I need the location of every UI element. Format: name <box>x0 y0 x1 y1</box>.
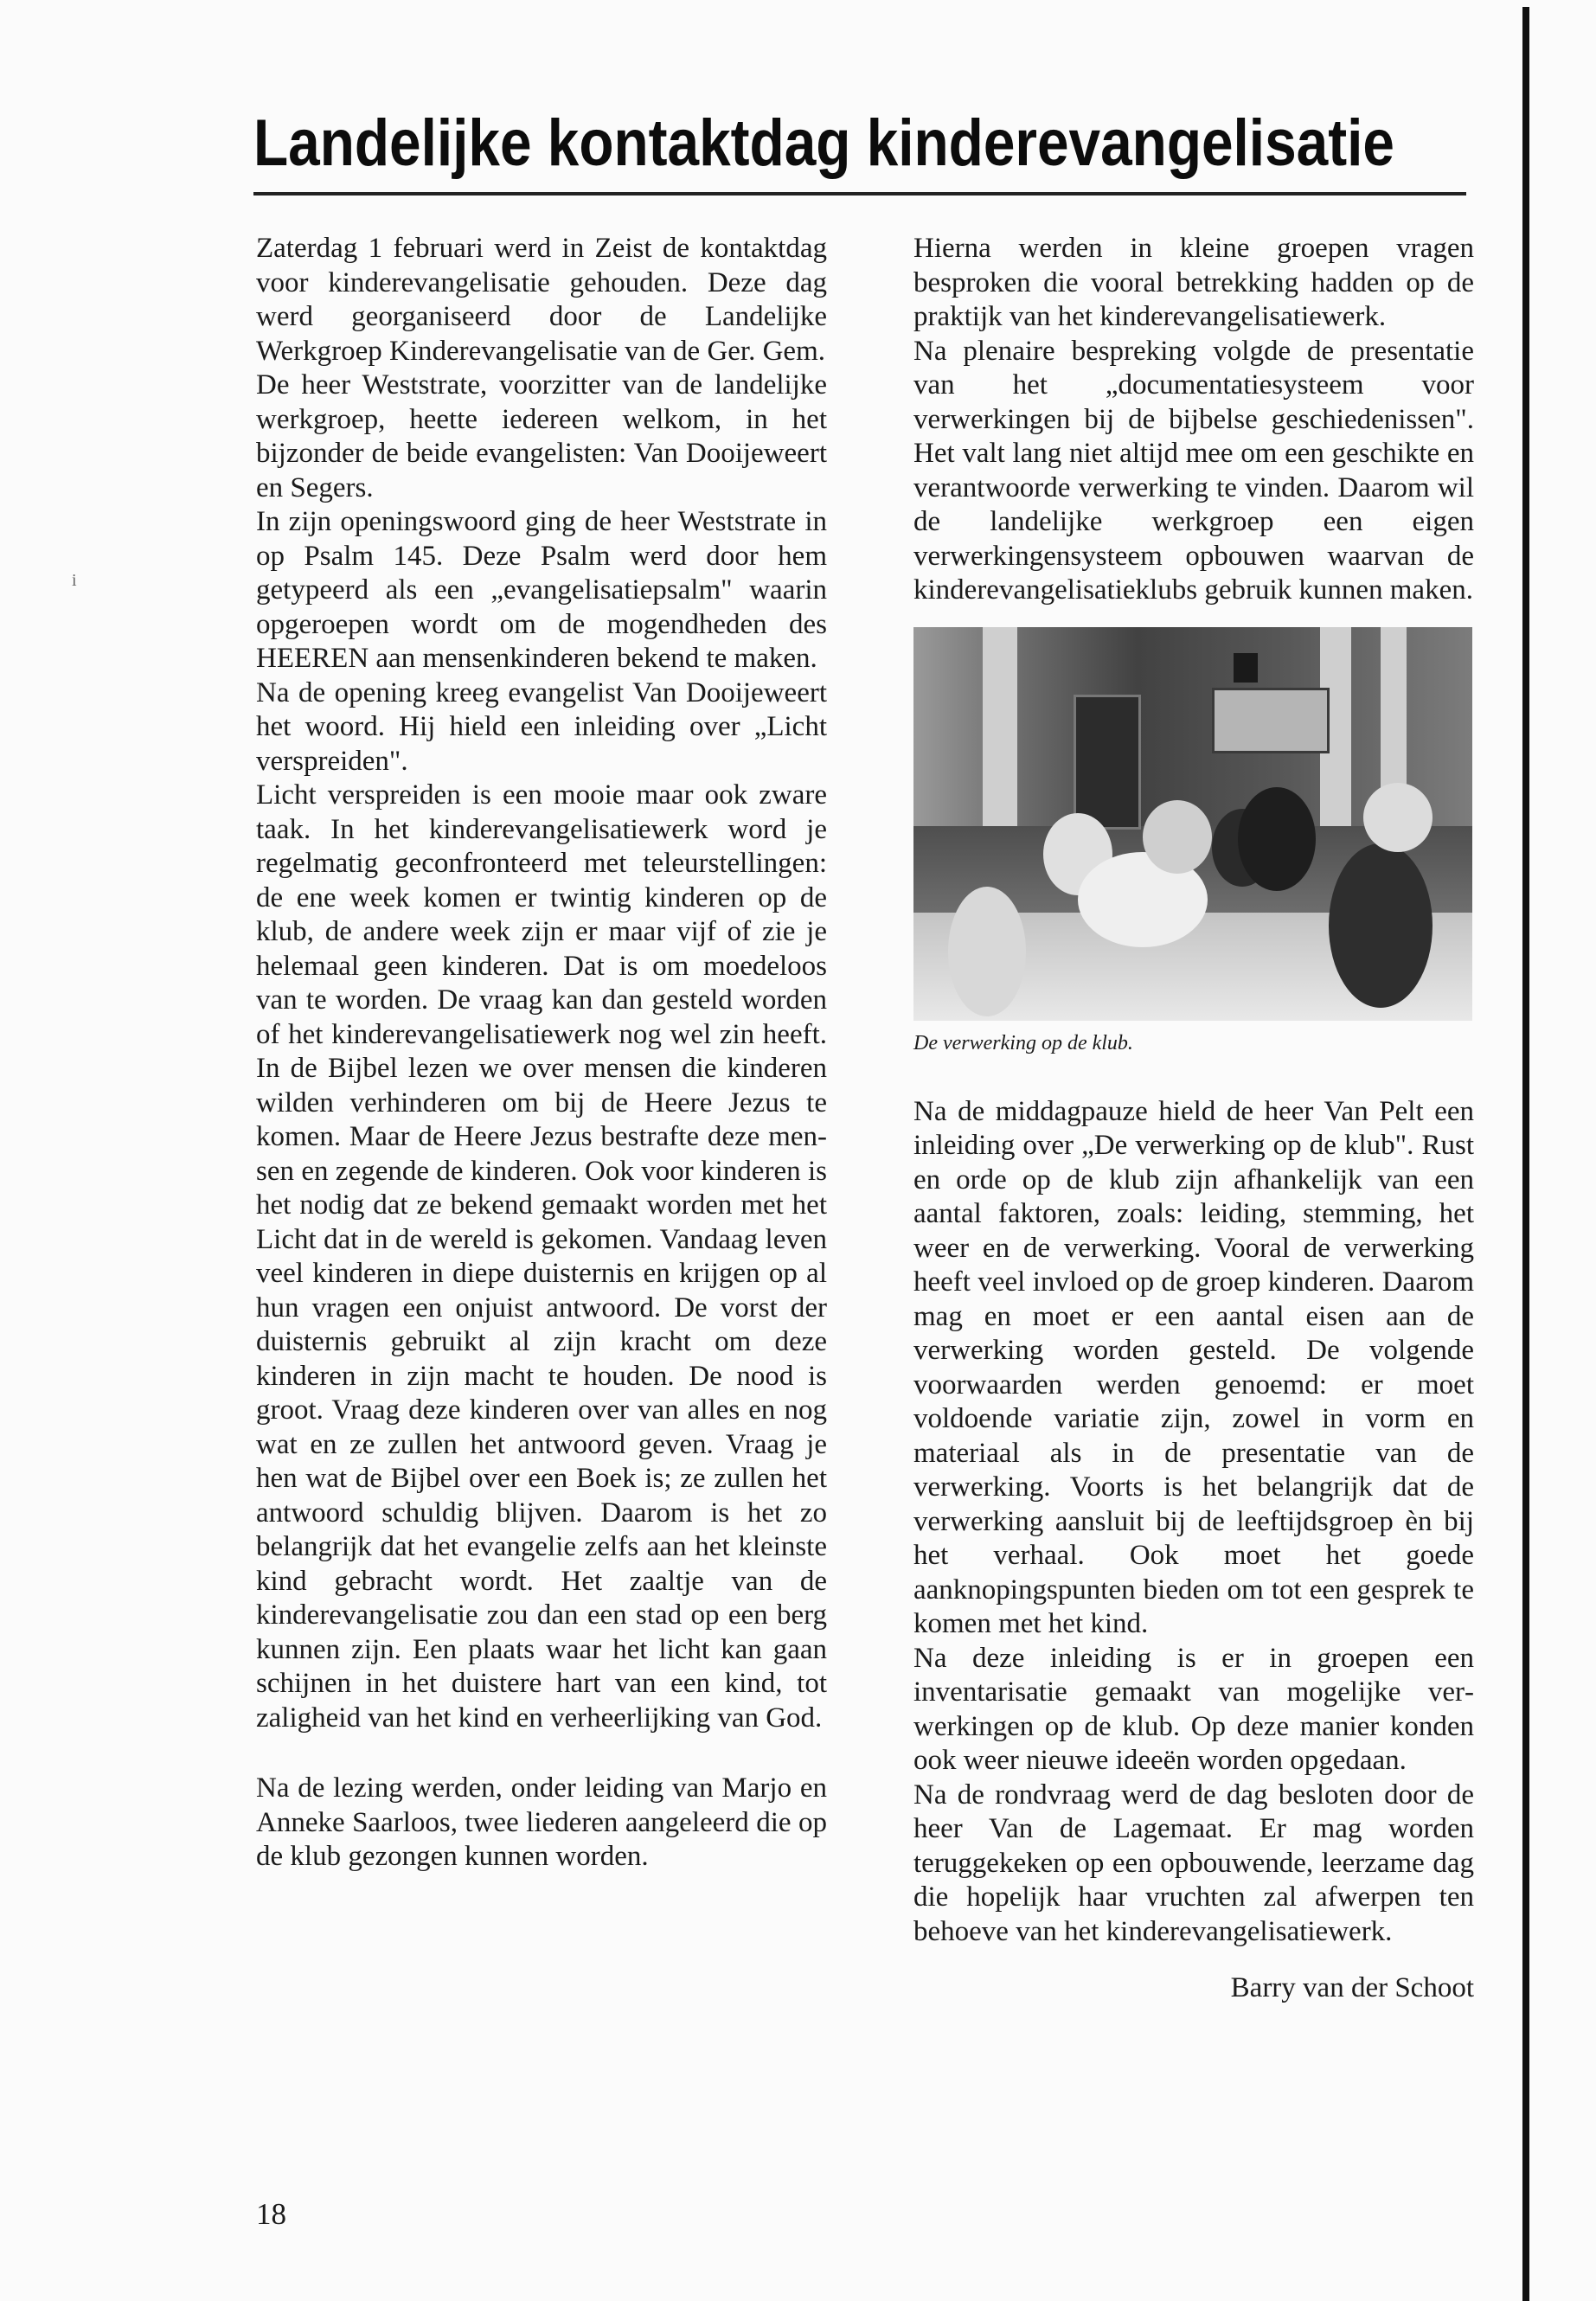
photo-door <box>1074 695 1141 830</box>
paragraph: Na de opening kreeg evangelist Van Dooijeweert het woord. Hij hield een inleiding over „Licht verspreiden". <box>256 676 827 777</box>
photo-child <box>1238 787 1316 891</box>
photo-child <box>948 887 1026 1016</box>
photo-child <box>1363 783 1433 852</box>
paragraph: Na de lezing werden, onder leiding van Marjo en Anneke Saarloos, twee liederen aangeleerd die op de klub gezongen kunnen worden. <box>256 1772 827 1872</box>
paragraph: Hierna werden in kleine groepen vragen besproken die vooral betrekking hadden op de praktijk van het kinderevangelisatiewerk. <box>913 233 1474 332</box>
paragraph: Licht verspreiden is een mooie maar ook zware taak. In het kinderevangelisatiewerk word je regelmatig geconfronteerd met teleurstellingen: de ene week komen er twintig kinderen op de klub, de andere week zijn er maar vijf of zie je helemaal geen kinderen. Dat is om moedeloos van te worden. De vraag kan dan gesteld worden of het kinderevangelisatiewerk nog wel zin heeft. In de Bijbel lezen we over mensen die kinderen wilden verhinderen om bij de Heere Jezus te komen. Maar de Heere Jezus bestrafte deze mensen en zegende de kinderen. Ook voor kinderen is het nodig dat ze bekend gemaakt worden met het Licht dat in de wereld is gekomen. Vandaag leven veel kinderen in diepe duisternis en krijgen op al hun vragen een onjuist antwoord. De vorst der duisternis gebruikt al zijn kracht om deze kinderen in zijn macht te houden. De nood is groot. Vraag deze kinderen over van alles en nog wat en ze zullen het antwoord geven. Vraag je hen wat de Bijbel over een Boek is; ze zullen het antwoord schuldig blijven. Daarom is het zo belangrijk dat het evangelie zelfs aan het kleinste kind gebracht wordt. Het zaaltje van de kinderevangelisatie zou dan een stad op een berg kunnen zijn. Een plaats waar het licht kan gaan schijnen in het duistere hart van een kind, tot zaligheid van het kind en verheerlijking van God. <box>256 779 827 1734</box>
photo-window <box>983 627 1017 826</box>
paragraph: Zaterdag 1 februari werd in Zeist de kontaktdag voor kinderevangelisatie gehouden. Deze dag werd georganiseerd door de Landelijke Werkgroep Kinderevangelisatie van de Ger. Gem. <box>256 233 827 367</box>
page-edge-bar <box>1522 7 1529 2301</box>
classroom-photo <box>913 627 1472 1021</box>
photo-speaker <box>1234 653 1258 683</box>
paragraph: Na plenaire bespreking volgde de presentatie van het „documentatiesysteem voor verwerkingen bij de bijbelse geschiedenissen". Het valt lang niet altijd mee om een geschikte en verantwoorde verwerking te vinden. Daarom wil de landelijke werkgroep een eigen verwerkingensysteem opbouwen waarvan de kinderevangelisatieklubs gebruik kunnen maken. <box>913 335 1474 606</box>
title-rule <box>253 192 1466 195</box>
right-column <box>913 232 1474 2006</box>
author-signature: Barry van der Schoot <box>1230 1972 1474 2003</box>
photo-child <box>1329 843 1433 1008</box>
margin-mark: i <box>72 571 77 590</box>
paragraph: Na de rondvraag werd de dag besloten door de heer Van de Lagemaat. Er mag worden teruggekeken op een opbouwende, leerzame dag die hopelijk haar vruchten zal afwerpen ten behoeve van het kinderevangelisatiewerk. <box>913 1779 1474 1947</box>
photo-child <box>1143 800 1212 874</box>
paragraph: In zijn openingswoord ging de heer Weststrate in op Psalm 145. Deze Psalm werd door hem getypeerd als een „evangelisatiepsalm" waarin opgeroepen wordt om de mogendheden des HEEREN aan mensenkinderen bekend te maken. <box>256 506 827 674</box>
photo-caption: De verwerking op de klub. <box>913 1031 1133 1054</box>
page-number: 18 <box>256 2197 286 2231</box>
paragraph: Na de middagpauze hield de heer Van Pelt een inleiding over „De verwerking op de klub". Rust en orde op de klub zijn afhankelijk van een aantal faktoren, zoals: leiding, stemming, het weer en de verwerking. Vooral de verwerking heeft veel invloed op de groep kinderen. Daarom mag en moet er een aantal eisen aan de verwerking worden gesteld. De volgende voorwaarden werden genoemd: er moet voldoende variatie zijn, zowel in vorm en materiaal als in de presentatie van de verwerking. Voorts is het belangrijk dat de verwerking aansluit bij de leeftijdsgroep èn bij het verhaal. Ook moet het goede aanknopingspunten bieden om tot een gesprek te komen met het kind. <box>913 1095 1474 1639</box>
paragraph: De heer Weststrate, voorzitter van de landelijke werkgroep, heette iedereen welkom, in het bijzonder de beide evangelisten: Van Dooijeweert en Segers. <box>256 369 827 503</box>
article-title: Landelijke kontaktdag kinderevangelisatie <box>253 106 1394 180</box>
left-column <box>256 232 827 1875</box>
paragraph: Na deze inleiding is er in groepen een inventarisatie gemaakt van mogelijke verwerkingen op de klub. Op deze manier konden ook weer nieuwe ideeën worden opgedaan. <box>913 1642 1474 1776</box>
photo-noticeboard <box>1212 688 1330 753</box>
